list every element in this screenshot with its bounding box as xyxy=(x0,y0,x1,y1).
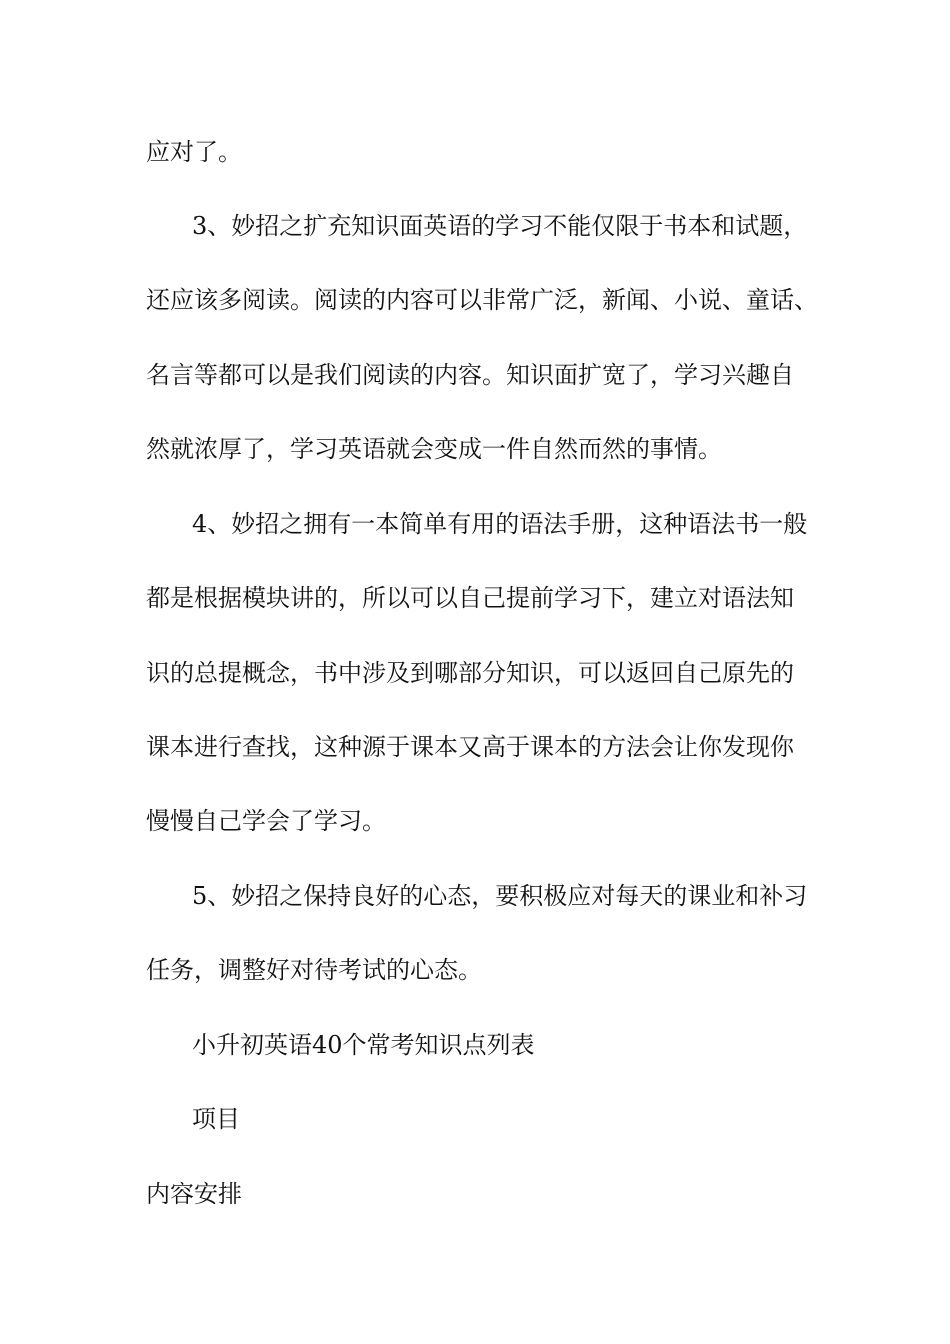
paragraph-line: 名言等都可以是我们阅读的内容。知识面扩宽了，学习兴趣自 xyxy=(146,361,794,389)
table-header-project: 项目 xyxy=(192,1105,240,1133)
paragraph-line: 然就浓厚了，学习英语就会变成一件自然而然的事情。 xyxy=(146,435,722,463)
paragraph-line: 还应该多阅读。阅读的内容可以非常广泛，新闻、小说、童话、 xyxy=(146,286,818,314)
paragraph-line: 任务，调整好对待考试的心态。 xyxy=(146,956,482,984)
paragraph-line: 慢慢自己学会了学习。 xyxy=(146,807,386,835)
paragraph-line: 课本进行查找，这种源于课本又高于课本的方法会让你发现你 xyxy=(146,733,794,761)
section-title: 小升初英语40个常考知识点列表 xyxy=(192,1031,535,1059)
paragraph-line: 识的总提概念，书中涉及到哪部分知识，可以返回自己原先的 xyxy=(146,659,794,687)
paragraph-line: 4、妙招之拥有一本简单有用的语法手册，这种语法书一般 xyxy=(192,510,808,538)
paragraph-line: 5、妙招之保持良好的心态，要积极应对每天的课业和补习 xyxy=(192,882,808,910)
paragraph-line: 应对了。 xyxy=(146,138,242,166)
paragraph-line: 都是根据模块讲的，所以可以自己提前学习下，建立对语法知 xyxy=(146,584,794,612)
table-header-content: 内容安排 xyxy=(146,1180,242,1208)
paragraph-line: 3、妙招之扩充知识面英语的学习不能仅限于书本和试题， xyxy=(192,212,808,240)
